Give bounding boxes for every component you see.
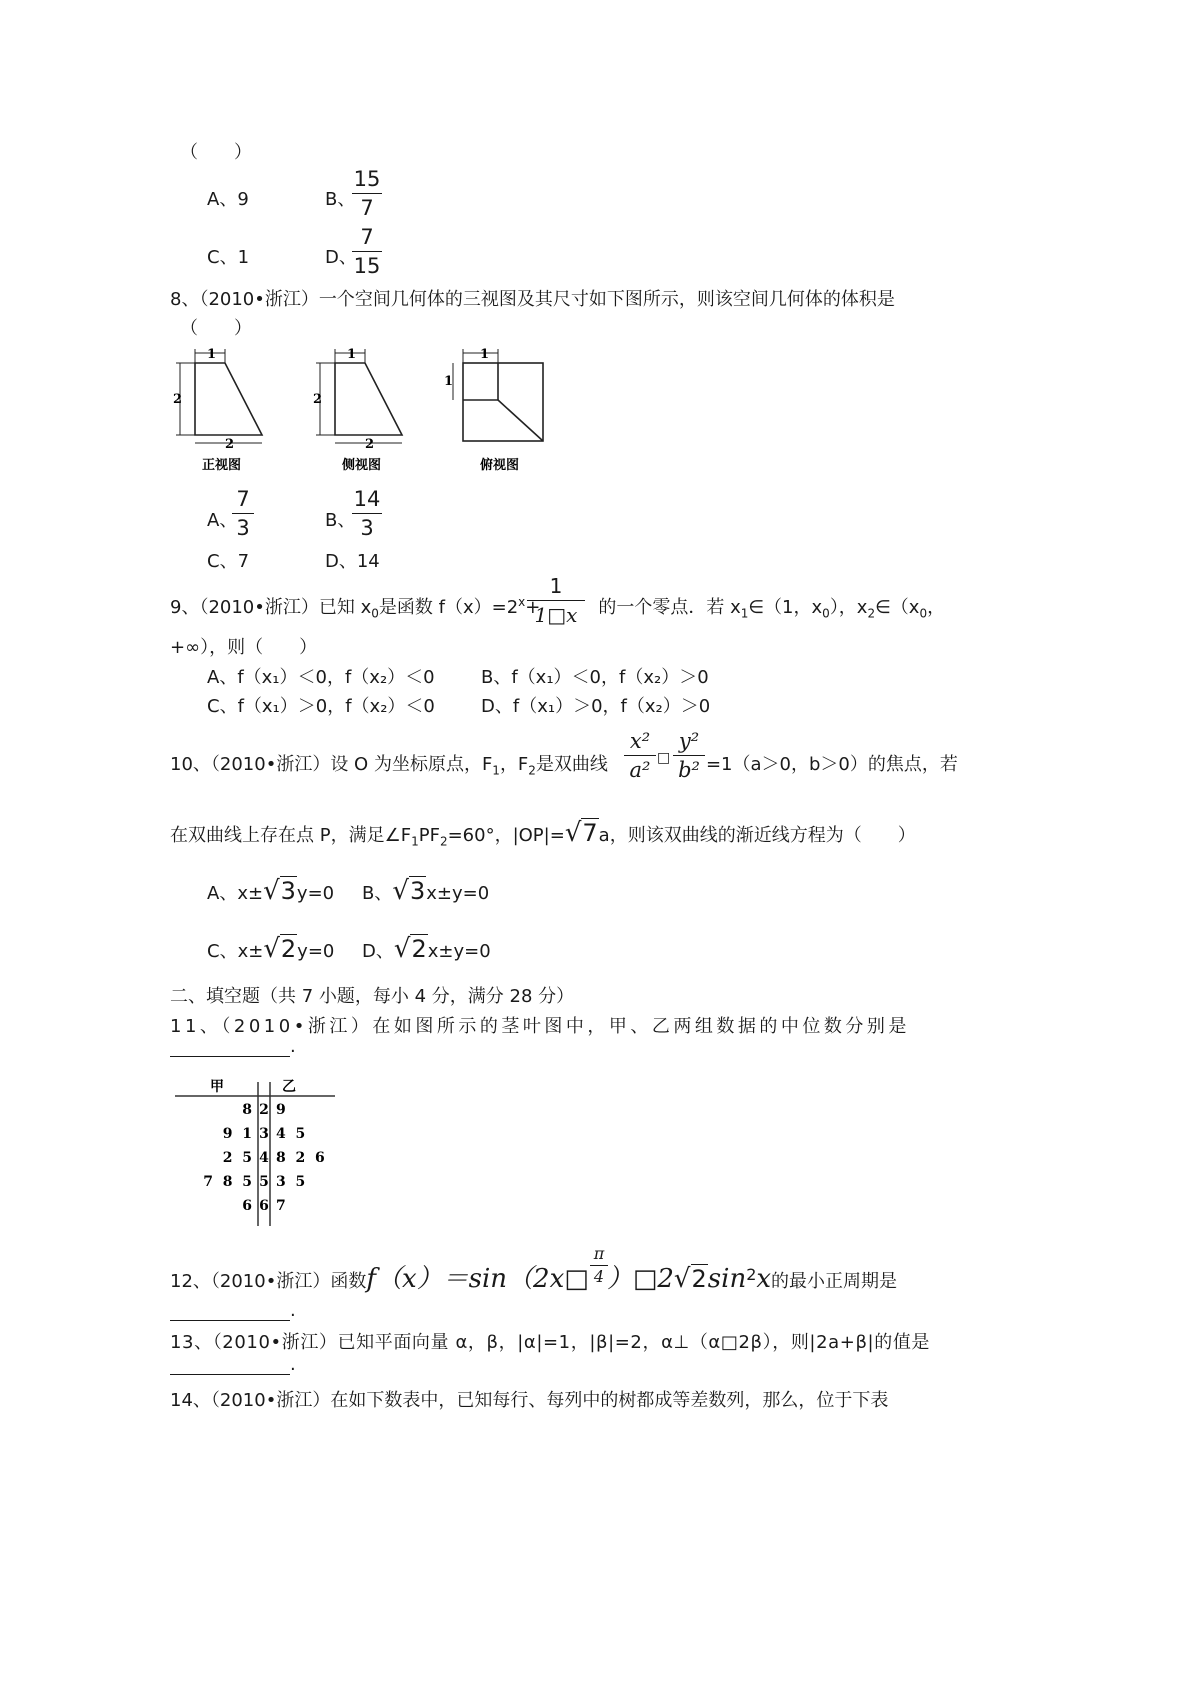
q7-option-d-label: D、 bbox=[325, 247, 357, 268]
numerator: 14 bbox=[353, 487, 381, 511]
numerator: 7 bbox=[360, 225, 374, 249]
svg-text:8 2 6: 8 2 6 bbox=[276, 1150, 325, 1166]
q11-answer-line: . bbox=[170, 1036, 296, 1057]
q8-option-d: D、14 bbox=[325, 551, 380, 572]
row-3 bbox=[223, 1150, 325, 1166]
q13-question: 13、（2010•浙江）已知平面向量 α，β，|α|=1，|β|=2，α⊥（α□2β），则|2a+β|的值是 bbox=[170, 1332, 931, 1353]
q12-answer-line: . bbox=[170, 1300, 296, 1321]
answer-blank[interactable] bbox=[170, 1300, 290, 1321]
svg-text:6: 6 bbox=[242, 1198, 252, 1214]
q8-bracket: （ ） bbox=[180, 318, 252, 339]
q8-question: 8、（2010•浙江）一个空间几何体的三视图及其尺寸如下图所示，则该空间几何体的体积是 bbox=[170, 289, 895, 310]
svg-text:7: 7 bbox=[276, 1198, 286, 1214]
svg-text:4 5: 4 5 bbox=[276, 1126, 306, 1142]
q9-question: 9、（2010•浙江）已知 $x_0$是函数 $f(x)=2^x+$ 的一个零点．若 $x_1\in(1$，$x_0$），$x_2\in(x_0$， bbox=[170, 595, 946, 621]
q10-option-a: A、x±√3y=0 bbox=[207, 876, 335, 906]
denominator: 7 bbox=[360, 196, 374, 220]
q10-operator: □ bbox=[657, 750, 671, 766]
svg-text:8: 8 bbox=[242, 1102, 252, 1118]
svg-text:2 5: 2 5 bbox=[222, 1150, 252, 1166]
svg-text:9 1: 9 1 bbox=[222, 1126, 252, 1142]
q10-fraction-x bbox=[624, 728, 656, 783]
q10-option-d: D、√2x±y=0 bbox=[362, 934, 491, 964]
numerator: 7 bbox=[236, 487, 250, 511]
side-view-caption: 侧视图 bbox=[342, 458, 382, 473]
q8-three-views-figure bbox=[170, 345, 550, 475]
svg-text:7 8 5: 7 8 5 bbox=[203, 1174, 252, 1190]
q7-option-c: C、1 bbox=[207, 247, 250, 268]
q9-option-c: C、f（x₁）＞0，f（x₂）＜0 bbox=[207, 696, 435, 717]
q8-option-c: C、7 bbox=[207, 551, 250, 572]
front-dim-left: 2 bbox=[173, 392, 183, 407]
q13-answer-line: . bbox=[170, 1354, 296, 1375]
top-view bbox=[453, 349, 543, 441]
q7-option-a: A、9 bbox=[207, 189, 249, 210]
numerator: x² bbox=[629, 729, 651, 753]
sqrt-7: √7 bbox=[564, 818, 598, 848]
q12-question: 12、（2010•浙江）函数f（x）＝sin（2x□ ）□2√2sin2x的最小正周期是 bbox=[170, 1264, 898, 1294]
front-view bbox=[176, 349, 262, 443]
denominator: 15 bbox=[353, 254, 381, 278]
q9-line2: +∞），则（ ） bbox=[170, 637, 318, 658]
q10-question: 10、（2010•浙江）设 O 为坐标原点，$F_1$，$F_2$是双曲线 =1（a＞0，b＞0）的焦点，若 bbox=[170, 754, 958, 778]
denominator: 4 bbox=[593, 1267, 605, 1286]
numerator: 1 bbox=[549, 574, 563, 598]
q10-option-b: B、√3x±y=0 bbox=[362, 876, 490, 906]
q8-option-b-label: B、 bbox=[325, 510, 356, 531]
numerator: π bbox=[593, 1244, 605, 1263]
q8-option-a-label: A、 bbox=[207, 510, 238, 531]
q7-option-d-fraction bbox=[352, 224, 382, 279]
q10-fraction-y bbox=[673, 728, 705, 783]
stem-leaf-header-right: 乙 bbox=[282, 1079, 296, 1095]
front-dim-bottom: 2 bbox=[225, 437, 235, 452]
answer-blank[interactable] bbox=[170, 1036, 290, 1057]
front-view-caption: 正视图 bbox=[202, 458, 242, 473]
q7-bracket: （ ） bbox=[180, 142, 252, 163]
q9-option-d: D、f（x₁）＞0，f（x₂）＞0 bbox=[481, 696, 711, 717]
q12-pi-over-4 bbox=[590, 1244, 608, 1287]
top-dim-left: 1 bbox=[444, 374, 454, 389]
q14-question: 14、（2010•浙江）在如下数表中，已知每行、每列中的树都成等差数列，那么，位于下表 bbox=[170, 1390, 889, 1411]
top-view-caption: 俯视图 bbox=[480, 458, 520, 473]
q10-line2: 在双曲线上存在点 P，满足$\angle F_1PF_2=60^\circ$，|OP|=√7a，则该双曲线的渐近线方程为（ ） bbox=[170, 818, 916, 849]
denominator: b² bbox=[678, 758, 700, 782]
side-view bbox=[316, 349, 402, 443]
q9-option-b: B、f（x₁）＜0，f（x₂）＞0 bbox=[481, 667, 709, 688]
svg-text:9: 9 bbox=[276, 1102, 286, 1118]
numerator: y² bbox=[678, 729, 700, 753]
svg-text:2: 2 bbox=[259, 1102, 269, 1118]
denominator: 3 bbox=[360, 516, 374, 540]
svg-text:3: 3 bbox=[259, 1126, 269, 1142]
row-2 bbox=[223, 1126, 305, 1142]
denominator: a² bbox=[629, 758, 651, 782]
svg-text:6: 6 bbox=[259, 1198, 269, 1214]
svg-text:5: 5 bbox=[259, 1174, 269, 1190]
section-heading: 二、填空题（共 7 小题，每小 4 分，满分 28 分） bbox=[170, 986, 575, 1007]
q7-option-b-label: B、 bbox=[325, 189, 356, 210]
numerator: 15 bbox=[353, 167, 381, 191]
side-dim-left: 2 bbox=[313, 392, 323, 407]
stem-leaf-chart bbox=[170, 1074, 350, 1234]
denominator: 1□x bbox=[534, 603, 578, 627]
row-5 bbox=[242, 1198, 286, 1214]
top-dim-top: 1 bbox=[480, 347, 490, 362]
stem-leaf-header-left: 甲 bbox=[210, 1079, 224, 1095]
side-dim-top: 1 bbox=[347, 347, 357, 362]
answer-blank[interactable] bbox=[170, 1354, 290, 1375]
q9-option-a: A、f（x₁）＜0，f（x₂）＜0 bbox=[207, 667, 435, 688]
svg-text:4: 4 bbox=[259, 1150, 269, 1166]
q8-option-a-fraction bbox=[232, 486, 254, 541]
svg-text:3 5: 3 5 bbox=[276, 1174, 306, 1190]
side-dim-bottom: 2 bbox=[365, 437, 375, 452]
denominator: 3 bbox=[236, 516, 250, 540]
row-1 bbox=[242, 1102, 286, 1118]
q11-question: 11、（2010•浙江）在如图所示的茎叶图中，甲、乙两组数据的中位数分别是 bbox=[170, 1016, 910, 1037]
q9-fraction bbox=[527, 573, 585, 628]
q10-option-c: C、x±√2y=0 bbox=[207, 934, 335, 964]
front-dim-top: 1 bbox=[207, 347, 217, 362]
row-4 bbox=[203, 1174, 305, 1190]
q8-option-b-fraction bbox=[352, 486, 382, 541]
q7-option-b-fraction bbox=[352, 166, 382, 221]
